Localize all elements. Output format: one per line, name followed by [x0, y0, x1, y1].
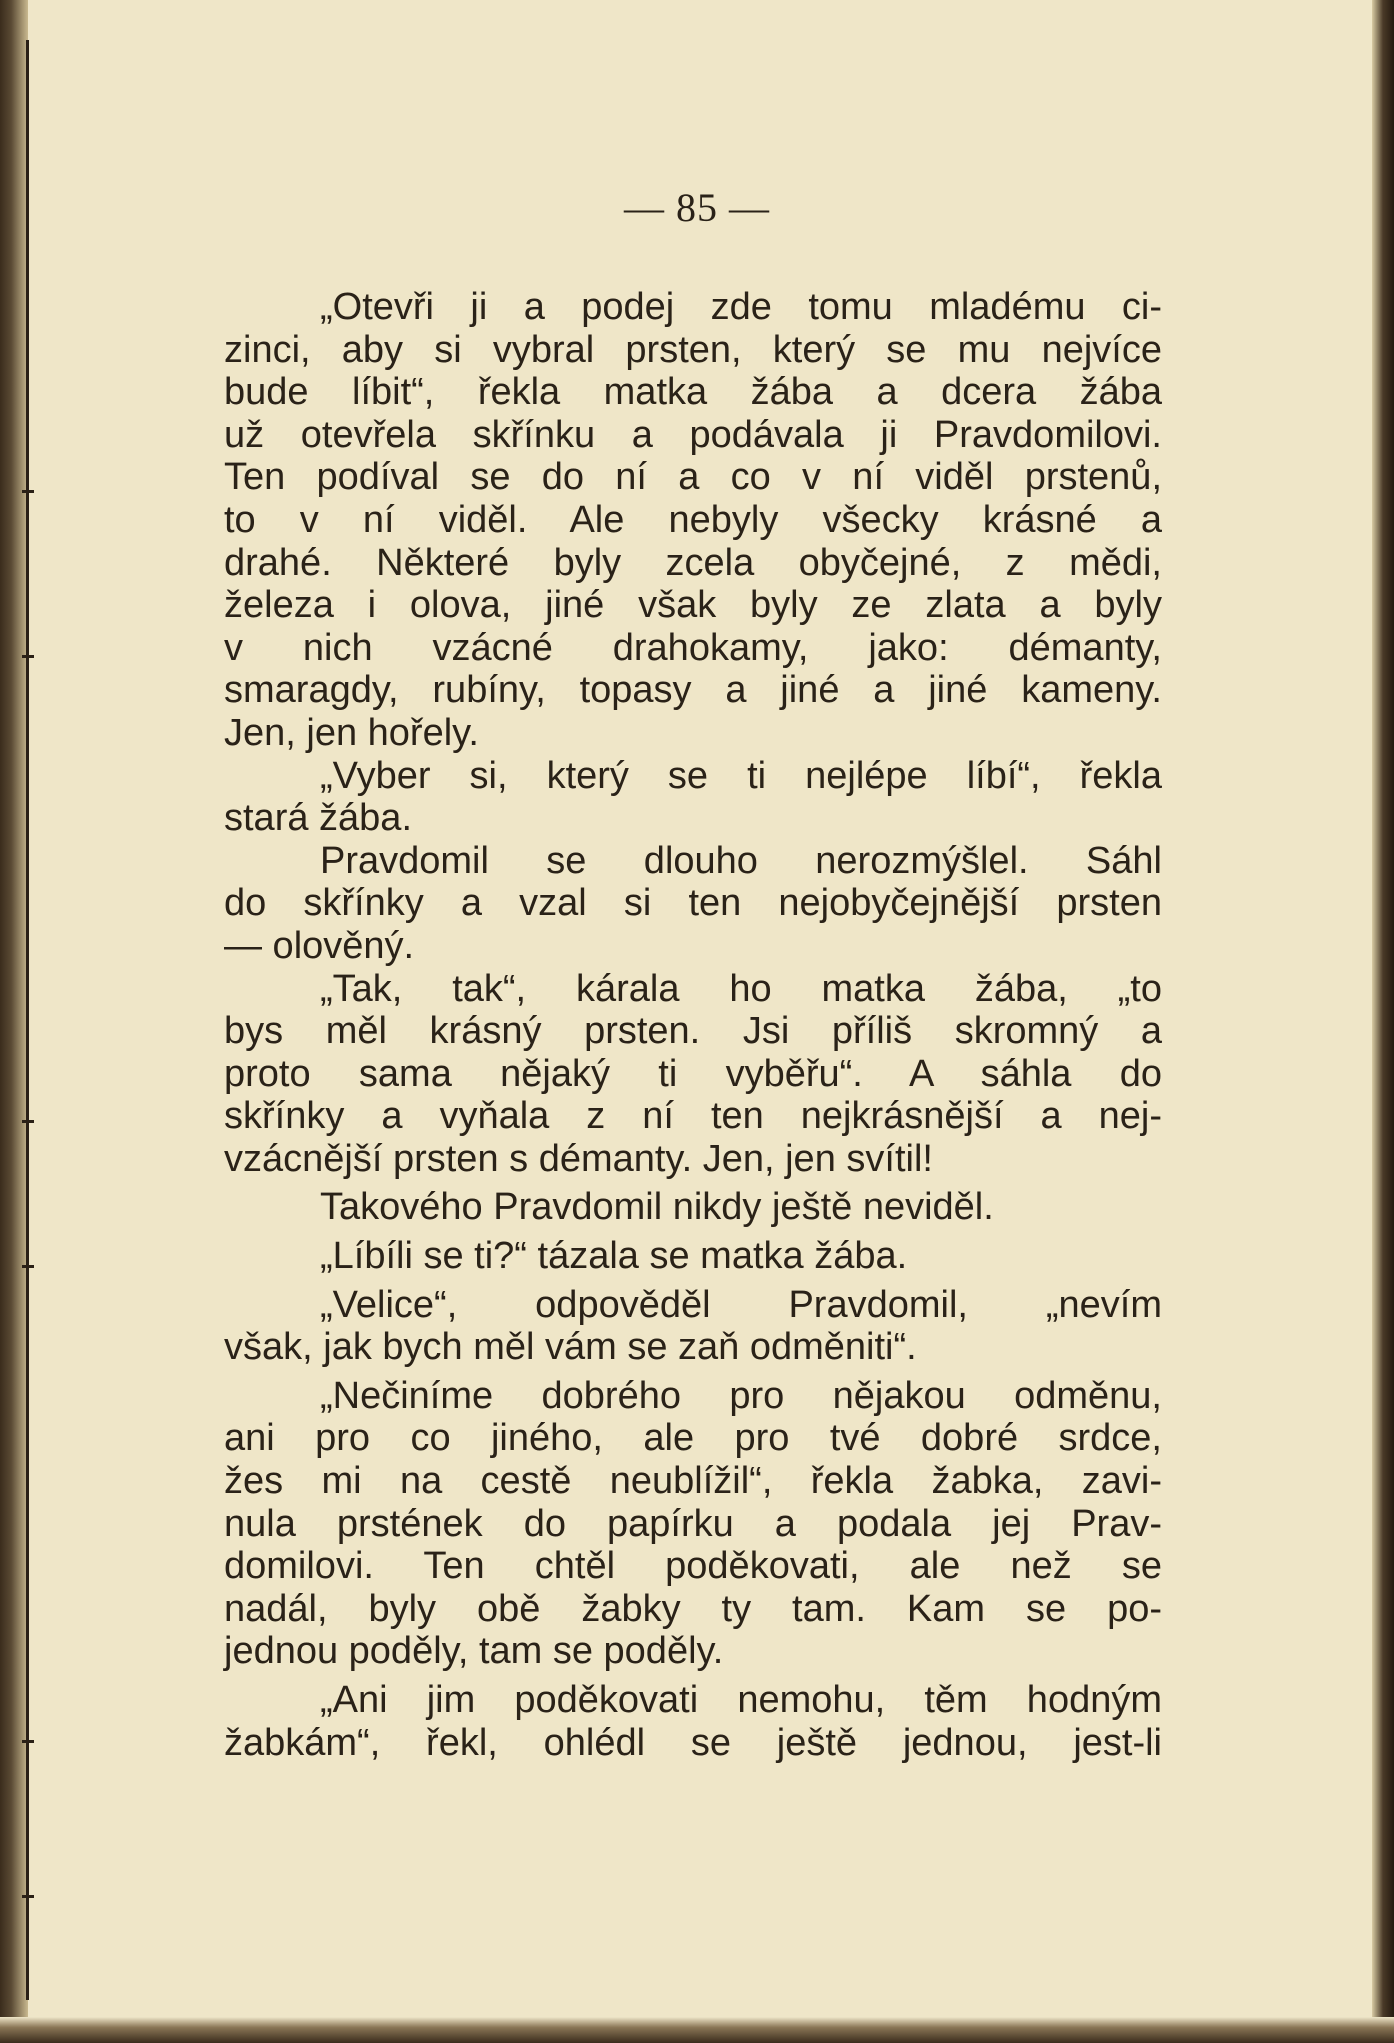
page-edge-bottom [0, 2017, 1394, 2043]
text-line: domilovi. Ten chtěl poděkovati, ale než se [224, 1545, 1162, 1588]
text-line: bys měl krásný prsten. Jsi příliš skromný a [224, 1010, 1162, 1053]
text-line: „Ani jim poděkovati nemohu, těm hodným [320, 1679, 1162, 1721]
text-line: ani pro co jiného, ale pro tvé dobré srdce, [224, 1417, 1162, 1460]
text-line: žabkám“, řekl, ohlédl se ještě jednou, jest-li [224, 1721, 1162, 1764]
gutter-mark [22, 655, 34, 658]
text-line: jednou poděly, tam se poděly. [224, 1630, 724, 1673]
text-line: však, jak bych měl vám se zaň odměniti“. [224, 1326, 917, 1369]
text-line: už otevřela skřínku a podávala ji Pravdomilovi. [224, 413, 1162, 456]
gutter-mark [22, 1740, 34, 1743]
text-line: „Velice“, odpověděl Pravdomil, „nevím [320, 1283, 1162, 1326]
text-line: smaragdy, rubíny, topasy a jiné a jiné kameny. [224, 669, 1162, 712]
gutter-line [26, 40, 29, 2000]
text-line: v nich vzácné drahokamy, jako: démanty, [224, 626, 1162, 669]
text-line: železa i olova, jiné však byly ze zlata a byly [224, 584, 1162, 627]
text-line: proto sama nějaký ti vyběřu“. A sáhla do [224, 1052, 1162, 1095]
text-line: do skřínky a vzal si ten nejobyčejnější prsten [224, 882, 1162, 925]
text-line: Pravdomil se dlouho nerozmýšlel. Sáhl [320, 839, 1162, 882]
text-line: Jen, jen hořely. [224, 711, 479, 754]
text-line: — olověný. [224, 924, 415, 967]
text-line: zinci, aby si vybral prsten, který se mu nejvíce [224, 328, 1162, 371]
page-number: — 85 — [624, 185, 770, 230]
gutter-mark [22, 1120, 34, 1123]
text-line: „Tak, tak“, kárala ho matka žába, „to [320, 967, 1162, 1010]
gutter-mark [22, 490, 34, 493]
text-line: žes mi na cestě neublížil“, řekla žabka, zavi- [224, 1460, 1162, 1503]
text-line: skřínky a vyňala z ní ten nejkrásnější a nej- [224, 1095, 1162, 1138]
text-line: nadál, byly obě žabky ty tam. Kam se po- [224, 1587, 1162, 1630]
text-line: Ten podíval se do ní a co v ní viděl prstenů, [224, 456, 1162, 499]
gutter-mark [22, 1895, 34, 1898]
text-line: to v ní viděl. Ale nebyly všecky krásné a [224, 498, 1162, 541]
text-line: „Otevři ji a podej zde tomu mladému ci- [320, 286, 1162, 328]
text-line: „Líbíli se ti?“ tázala se matka žába. [320, 1235, 908, 1278]
text-line: nula prstének do papírku a podala jej Prav- [224, 1502, 1162, 1545]
gutter-mark [22, 1265, 34, 1268]
text-line: „Vyber si, který se ti nejlépe líbí“, řekla [320, 754, 1162, 797]
body-text [224, 286, 1162, 1764]
text-line: vzácnější prsten s démanty. Jen, jen svítil! [224, 1137, 933, 1180]
text-line: Takového Pravdomil nikdy ještě neviděl. [320, 1186, 994, 1229]
binding-edge-right [1372, 0, 1394, 2043]
text-line: bude líbit“, řekla matka žába a dcera žába [224, 371, 1162, 414]
text-line: drahé. Některé byly zcela obyčejné, z mědi, [224, 541, 1162, 584]
text-line: stará žába. [224, 797, 412, 840]
text-line: „Nečiníme dobrého pro nějakou odměnu, [320, 1374, 1162, 1417]
binding-edge-left [0, 0, 28, 2043]
